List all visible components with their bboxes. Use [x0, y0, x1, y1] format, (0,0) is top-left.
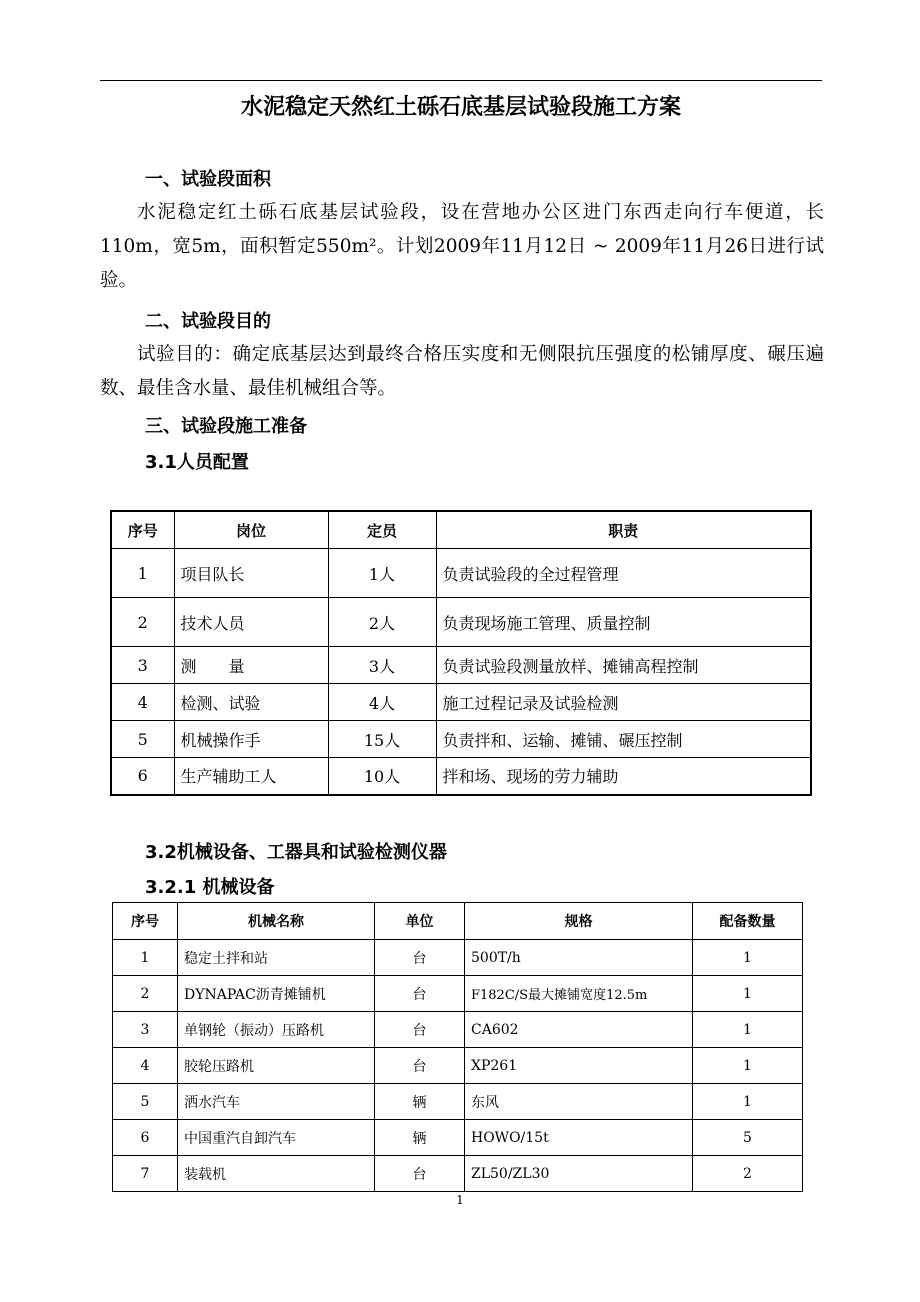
- table-cell: 装载机: [178, 1156, 375, 1192]
- table-cell: 4: [113, 1048, 178, 1084]
- section-1-text: 水泥稳定红土砾石底基层试验段，设在营地办公区进门东西走向行车便道，长110m，宽5m，面积暂定550m²。计划2009年11月12日 ~ 2009年11月26日进行试验。: [100, 202, 824, 291]
- header-rule: [100, 80, 822, 81]
- table-cell: 2: [693, 1156, 803, 1192]
- table-cell: 6: [113, 1120, 178, 1156]
- table-row: [111, 598, 811, 647]
- table-cell: DYNAPAC沥青摊铺机: [178, 976, 375, 1012]
- table-cell: ZL50/ZL30: [465, 1156, 693, 1192]
- table-cell: 5: [113, 1084, 178, 1120]
- table-cell: 1: [111, 549, 174, 598]
- table-row: [113, 1012, 803, 1048]
- table-row: [113, 1156, 803, 1192]
- table-cell: 7: [113, 1156, 178, 1192]
- section-1-heading: 一、试验段面积: [145, 169, 271, 190]
- table-cell: 胶轮压路机: [178, 1048, 375, 1084]
- table-header-row: [111, 511, 811, 549]
- table-row: [113, 1048, 803, 1084]
- table-cell: 500T/h: [465, 940, 693, 976]
- table-row: [113, 1120, 803, 1156]
- table-cell: 4: [111, 684, 174, 721]
- table-cell: 5: [693, 1120, 803, 1156]
- table-row: [111, 684, 811, 721]
- table-cell: 负责试验段的全过程管理: [436, 549, 811, 598]
- table-cell: 生产辅助工人: [174, 758, 328, 795]
- table-header-row: [113, 903, 803, 940]
- header-cell: 机械名称: [178, 903, 375, 940]
- table-cell: 2: [113, 976, 178, 1012]
- table-cell: 稳定土拌和站: [178, 940, 375, 976]
- table-cell: 15人: [328, 721, 436, 758]
- table-cell: 辆: [375, 1120, 465, 1156]
- table-cell: 洒水汽车: [178, 1084, 375, 1120]
- header-cell: 规格: [465, 903, 693, 940]
- table-cell: 测 量: [174, 647, 328, 684]
- header-cell: 配备数量: [693, 903, 803, 940]
- table-cell: 拌和场、现场的劳力辅助: [436, 758, 811, 795]
- table-cell: 6: [111, 758, 174, 795]
- header-cell: 序号: [111, 511, 174, 549]
- table-row: [113, 976, 803, 1012]
- page-number: 1: [456, 1193, 464, 1207]
- table-cell: 负责试验段测量放样、摊铺高程控制: [436, 647, 811, 684]
- subsection-3-1-heading: 3.1人员配置: [145, 452, 249, 473]
- section-2-heading: 二、试验段目的: [145, 311, 271, 332]
- header-cell: 岗位: [174, 511, 328, 549]
- table-cell: 辆: [375, 1084, 465, 1120]
- table-cell: 施工过程记录及试验检测: [436, 684, 811, 721]
- table-cell: 技术人员: [174, 598, 328, 647]
- table-cell: 台: [375, 940, 465, 976]
- table-cell: 1: [693, 976, 803, 1012]
- table-row: [113, 940, 803, 976]
- table-cell: 项目队长: [174, 549, 328, 598]
- table-cell: 3: [113, 1012, 178, 1048]
- table-row: [111, 758, 811, 795]
- table-cell: 2: [111, 598, 174, 647]
- header-cell: 定员: [328, 511, 436, 549]
- table-cell: 检测、试验: [174, 684, 328, 721]
- table-row: [111, 549, 811, 598]
- table-cell: 3: [111, 647, 174, 684]
- table-cell: F182C/S最大摊铺宽度12.5m: [465, 976, 693, 1012]
- table-cell: 负责拌和、运输、摊铺、碾压控制: [436, 721, 811, 758]
- table-cell: 4人: [328, 684, 436, 721]
- table-cell: 东风: [465, 1084, 693, 1120]
- table-row: [111, 721, 811, 758]
- table-cell: 10人: [328, 758, 436, 795]
- table-row: [111, 647, 811, 684]
- table-cell: 1: [693, 1012, 803, 1048]
- header-cell: 职责: [436, 511, 811, 549]
- table-cell: 1: [693, 1084, 803, 1120]
- table-cell: 机械操作手: [174, 721, 328, 758]
- subsection-3-2-1-heading: 3.2.1 机械设备: [145, 877, 275, 898]
- document-title: 水泥稳定天然红土砾石底基层试验段施工方案: [240, 95, 681, 120]
- table-cell: 1人: [328, 549, 436, 598]
- table-cell: 5: [111, 721, 174, 758]
- table-cell: 台: [375, 1012, 465, 1048]
- table-cell: 1: [113, 940, 178, 976]
- table-cell: 1: [693, 940, 803, 976]
- section-3-heading: 三、试验段施工准备: [145, 416, 307, 437]
- header-cell: 序号: [113, 903, 178, 940]
- staff-table: [110, 510, 812, 796]
- table-cell: 2人: [328, 598, 436, 647]
- table-cell: 台: [375, 976, 465, 1012]
- table-cell: 负责现场施工管理、质量控制: [436, 598, 811, 647]
- table-cell: CA602: [465, 1012, 693, 1048]
- machine-table: [112, 902, 803, 1192]
- header-cell: 单位: [375, 903, 465, 940]
- table-cell: 台: [375, 1048, 465, 1084]
- table-cell: 台: [375, 1156, 465, 1192]
- table-row: [113, 1084, 803, 1120]
- section-2-text: 试验目的：确定底基层达到最终合格压实度和无侧限抗压强度的松铺厚度、碾压遍数、最佳含水量、最佳机械组合等。: [100, 344, 824, 399]
- table-cell: 1: [693, 1048, 803, 1084]
- table-cell: 3人: [328, 647, 436, 684]
- table-cell: HOWO/15t: [465, 1120, 693, 1156]
- table-cell: 单钢轮（振动）压路机: [178, 1012, 375, 1048]
- table-cell: 中国重汽自卸汽车: [178, 1120, 375, 1156]
- table-cell: XP261: [465, 1048, 693, 1084]
- subsection-3-2-heading: 3.2机械设备、工器具和试验检测仪器: [145, 842, 447, 863]
